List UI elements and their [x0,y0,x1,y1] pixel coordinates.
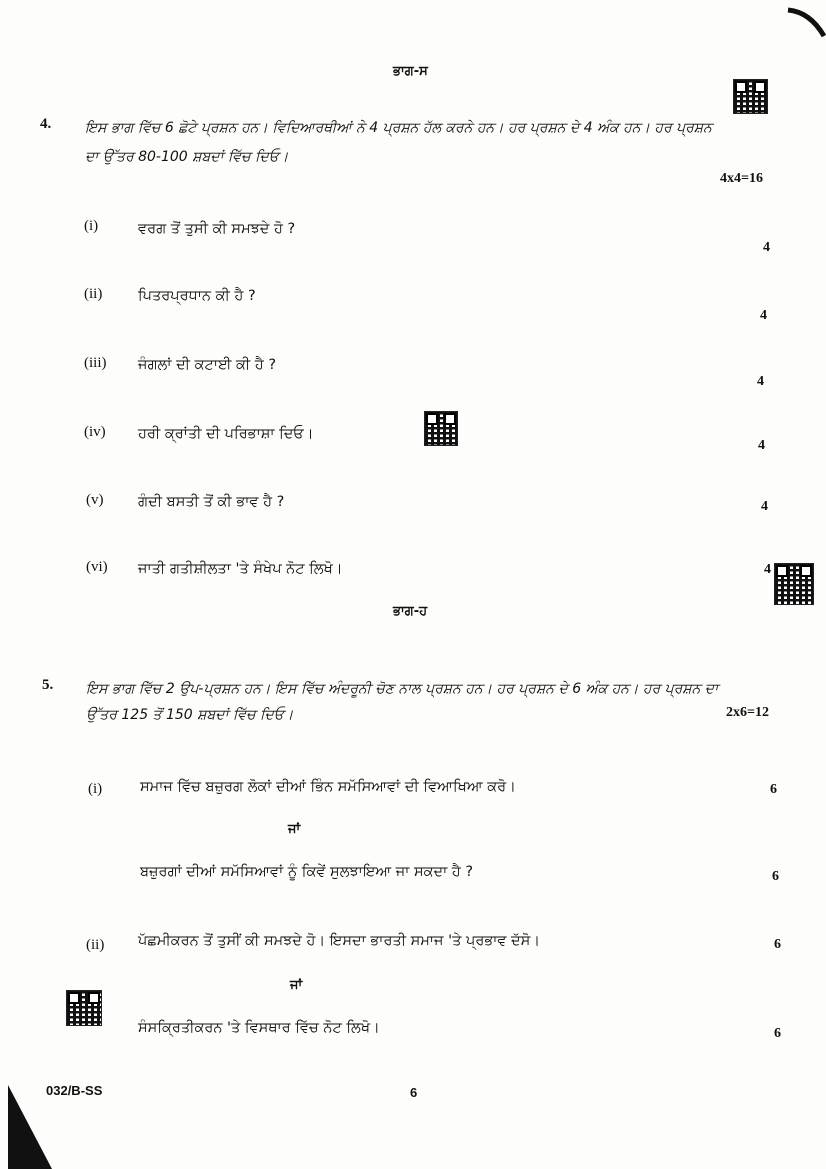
question-number: (iii) [84,355,107,371]
question-marks: 4 [763,240,770,255]
section-instruction-line2: ਉੱਤਰ 125 ਤੋਂ 150 ਸ਼ਬਦਾਂ ਵਿੱਚ ਦਿਓ। [86,707,294,723]
or-label: ਜਾਂ [288,822,301,837]
section-instruction-line2: ਦਾ ਉੱਤਰ 80-100 ਸ਼ਬਦਾਂ ਵਿੱਚ ਦਿਓ। [85,149,289,165]
question-number: (v) [86,492,104,508]
or-label: ਜਾਂ [290,978,303,993]
qr-code-icon [424,411,458,446]
question-text: ਹਰੀ ਕ੍ਰਾਂਤੀ ਦੀ ਪਰਿਭਾਸ਼ਾ ਦਿਓ। [138,426,314,442]
question-number: 4. [40,116,52,132]
section-title-s: ਭਾਗ-ਸ [393,64,428,79]
question-marks: 6 [774,1026,781,1041]
question-marks: 4 [760,308,767,323]
section-instruction-line1: ਇਸ ਭਾਗ ਵਿੱਚ 2 ਉਪ-ਪ੍ਰਸ਼ਨ ਹਨ। ਇਸ ਵਿੱਚ ਅੰਦਰੂਨੀ ਚੋਣ ਨਾਲ ਪ੍ਰਸ਼ਨ ਹਨ। ਹਰ ਪ੍ਰਸ਼ਨ ਦੇ 6 ਅੰਕ ਹਨ। ਹਰ ਪ੍ਰਸ਼ਨ ਦਾ [86,681,719,697]
question-text: ਵਰਗ ਤੋਂ ਤੁਸੀ ਕੀ ਸਮਝਦੇ ਹੋ ? [138,221,296,237]
question-alt-text: ਸੰਸਕ੍ਰਿਤੀਕਰਨ 'ਤੇ ਵਿਸਥਾਰ ਵਿੱਚ ਨੋਟ ਲਿਖੋ। [138,1020,380,1036]
question-number: (i) [84,218,99,234]
marks-total: 4x4=16 [720,171,763,186]
qr-code-icon [733,79,768,114]
section-title-h: ਭਾਗ-ਹ [393,604,428,619]
marks-total: 2x6=12 [726,705,769,720]
question-alt-text: ਬਜ਼ੁਰਗਾਂ ਦੀਆਂ ਸਮੱਸਿਆਵਾਂ ਨੂੰ ਕਿਵੇਂ ਸੁਲਝਾਇਆ ਜਾ ਸਕਦਾ ਹੈ ? [140,864,474,880]
question-marks: 6 [774,937,781,952]
question-text: ਪਿਤਰਪ੍ਰਧਾਨ ਕੀ ਹੈ ? [138,288,256,304]
question-number: 5. [42,677,54,693]
question-text: ਜੰਗਲਾਂ ਦੀ ਕਟਾਈ ਕੀ ਹੈ ? [138,357,277,373]
question-marks: 4 [764,562,771,577]
question-text: ਗੰਦੀ ਬਸਤੀ ਤੋਂ ਕੀ ਭਾਵ ਹੈ ? [138,494,285,510]
section-instruction-line1: ਇਸ ਭਾਗ ਵਿੱਚ 6 ਛੋਟੇ ਪ੍ਰਸ਼ਨ ਹਨ। ਵਿਦਿਆਰਥੀਆਂ ਨੇ 4 ਪ੍ਰਸ਼ਨ ਹੱਲ ਕਰਨੇ ਹਨ। ਹਰ ਪ੍ਰਸ਼ਨ ਦੇ 4 ਅੰਕ ਹਨ। ਹਰ ਪ੍ਰਸ਼ਨ [85,120,712,136]
question-text: ਜਾਤੀ ਗਤੀਸ਼ੀਲਤਾ 'ਤੇ ਸੰਖੇਪ ਨੋਟ ਲਿਖੋ। [138,561,343,577]
question-number: (i) [88,781,103,797]
question-text: ਪੱਛਮੀਕਰਨ ਤੋਂ ਤੁਸੀਂ ਕੀ ਸਮਝਦੇ ਹੋ। ਇਸਦਾ ਭਾਰਤੀ ਸਮਾਜ 'ਤੇ ਪ੍ਰਭਾਵ ਦੱਸੋ। [138,933,541,949]
question-marks: 4 [757,374,764,389]
scan-corner-artifact-top [770,0,826,40]
paper-code: 032/B-SS [46,1083,103,1098]
question-number: (ii) [84,286,103,302]
question-marks: 6 [770,782,777,797]
question-number: (ii) [86,937,105,953]
page-number: 6 [410,1085,418,1100]
question-number: (vi) [86,559,108,575]
qr-code-icon [66,990,102,1026]
question-marks: 4 [761,499,768,514]
question-marks: 6 [772,869,779,884]
qr-code-icon [774,563,814,605]
question-number: (iv) [84,424,106,440]
question-text: ਸਮਾਜ ਵਿੱਚ ਬਜ਼ੁਰਗ ਲੋਕਾਂ ਦੀਆਂ ਭਿੰਨ ਸਮੱਸਿਆਵਾਂ ਦੀ ਵਿਆਖਿਆ ਕਰੋ। [140,779,516,795]
question-marks: 4 [758,438,765,453]
